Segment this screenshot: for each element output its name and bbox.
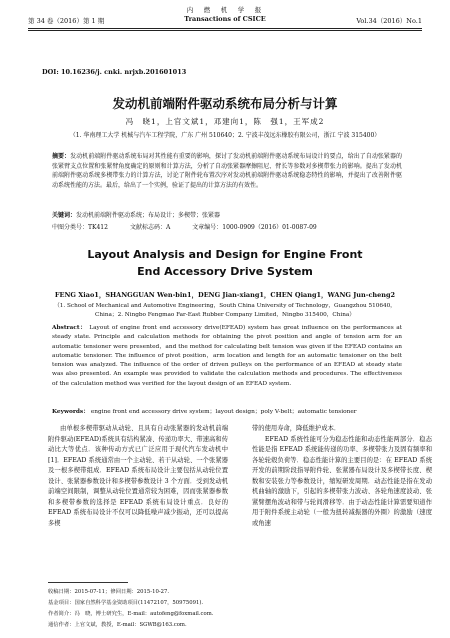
en-title-line1: Layout Analysis and Design for Engine Front — [87, 248, 363, 261]
cn-classification — [52, 222, 402, 231]
header-volume-cn: 第 34 卷（2016）第 1 期 — [28, 17, 105, 25]
cn-abstract-label: 摘要： — [52, 153, 71, 160]
document-code: 文献标志码：A — [129, 224, 171, 231]
body-column-left: 由单根多楔带驱动从动轮、且具有自动张紧器的发动机前端附件驱动(EFEAD)系统具有结构紧凑、传递功率大、带速高和传动比大等优点．该种传动方式已广泛应用于现代汽车发动机中[1]．EFEAD 系统通常由一个主动轮、若干从动轮、一个张紧器及一根多楔带组成．EFEAD 系统布局设计主要包括从动轮位置设计、张紧器参数设计和多楔带参数设计 3 个方面．受到发动机前端空间限制，调整从动轮位置通常较为困难，因而张紧器参数和多楔带参数的选择是 EFEAD 系统布局设计重点．良好的 EFEAD 系统布局设计不仅可以降低噪声减少振动，还可以提高多楔 — [48, 425, 228, 527]
header-journal-cn: 内 燃 机 学 报 — [186, 6, 264, 14]
en-authors: FENG Xiao1，SHANGGUAN Wen-bin1，DENG Jian-xiang1，CHEN Qiang1，WANG Jun-cheng2 — [54, 291, 396, 299]
en-affiliation-line2: China；2. Ningbo Fengmao Far-East Rubber Company Limited，Ningbo 315400，China） — [95, 312, 355, 318]
cn-keywords-label: 关键词： — [52, 212, 77, 219]
footnote-corresponding: 通信作者：上官文斌，教授，E-mail：SGWB@163.com. — [48, 622, 187, 628]
header-rule-thin — [28, 30, 422, 31]
header-rule — [28, 28, 422, 29]
en-title-line2: End Accessory Drive System — [137, 265, 313, 278]
cn-affiliation: （1. 华南理工大学 机械与汽车工程学院，广东 广州 510640；2. 宁波丰茂远东橡胶有限公司，浙江 宁波 315400） — [69, 132, 381, 139]
clc-number: 中图分类号：TK412 — [52, 224, 108, 231]
en-abstract — [52, 324, 402, 389]
en-keywords — [52, 406, 402, 415]
cn-title: 发动机前端附件驱动系统布局分析与计算 — [112, 96, 338, 111]
cn-abstract — [52, 152, 402, 190]
header-volume-en: Vol.34（2016）No.1 — [356, 17, 422, 25]
footnote-received: 收稿日期：2015-07-11；修回日期：2015-10-27. — [48, 589, 170, 595]
cn-abstract-text: 发动机前端附件驱动系统布局对其性能有重要的影响，探讨了发动机前端附件驱动系统布局设计的要点，给出了自动张紧器的张紧臂支点位置和张紧臂角度确定的原则和计算方法，分析了自动张紧器摩擦阻尼、臂长等参数对多楔带张力的影响。提出了发动机前端附件驱动系统多楔带张力的计算方法，讨论了附件轮布置次序对发动机前端附件驱动系统稳态特性的影响，并提出了改善附件驱动系统性能的方法。最后，给出了一个实例，验证了提出的计算方法的有效性。 — [52, 153, 402, 189]
en-abstract-label: Abstract： — [52, 325, 87, 331]
header-journal-en: Transactions of CSICE — [184, 15, 266, 23]
article-id: 文章编号：1000-0909（2016）01-0087-09 — [192, 224, 317, 231]
en-affiliation-line1: （1. School of Mechanical and Automotive Engineering，South China University of Technology，Guangzhou 510640， — [54, 303, 396, 309]
body-column-right: 带的使用寿命，降低维护成本． EFEAD 系统性能可分为稳态性能和动态性能两部分．稳态性能是指 EFEAD 系统能传递的功率、多楔带张力及固有频率和各轮轮毂负荷等．稳态性能计算的主要目的是：在 EFEAD 系统开发的前期阶段指导附件轮、张紧器布局设计及多楔带长度、楔数和安装张力等参数设计，缩短研发周期．动态性能是指在发动机曲轴的激励下，引起的多楔带张力波动、各轮角速度波动、张紧臂摆角波动和带与轮间滑移等．由于动态性能计算需要知道作用于附件系统主动轮（一般为扭转减振器的外圈）的激励（速度或角速 — [252, 425, 432, 527]
en-keywords-text: engine front end accessory drive system；layout design；poly V-belt；automatic tensioner — [90, 409, 357, 415]
running-header — [28, 6, 422, 28]
en-title — [0, 246, 450, 280]
en-keywords-label: Keywords： — [52, 409, 89, 415]
cn-keywords-text: 发动机前端附件驱动系统；布局设计；多楔带；张紧器 — [76, 212, 221, 219]
doi: DOI: 10.16236/j. cnki. nrjxb.201601013 — [42, 68, 187, 76]
footnote-author: 作者简介：冯 晓，博士研究生，E-mail：autofeng@foxmail.com. — [48, 611, 214, 617]
footnote-rule — [48, 582, 128, 583]
en-abstract-text: Layout of engine front end accessory drive(EFEAD) system has great influence on the performances at steady state. Principle and calculation methods for obtaining the pivot position and angle of tension arm for an automatic tensioner were presented，and the method for calculating belt tension was given if the EFEAD contains an automatic tensioner. The influence of pivot position，arm location and length for an automatic tensioner on the belt tension was analyzed. The influence of the order of driven pulleys on the performance of an EFEAD at steady state was also presented. An example was provided to validate the calculation methods and procedures. The effectiveness of the calculation method was verified for the layout design of an EFEAD system. — [52, 325, 403, 387]
footnote-funding: 基金项目：国家自然科学基金资助项目(11472107，50975091). — [48, 600, 204, 606]
cn-authors: 冯 晓1，上官文斌1，邓建向1，陈 强1，王军成2 — [125, 117, 325, 126]
en-affiliation — [0, 302, 450, 320]
cn-keywords — [52, 210, 402, 219]
